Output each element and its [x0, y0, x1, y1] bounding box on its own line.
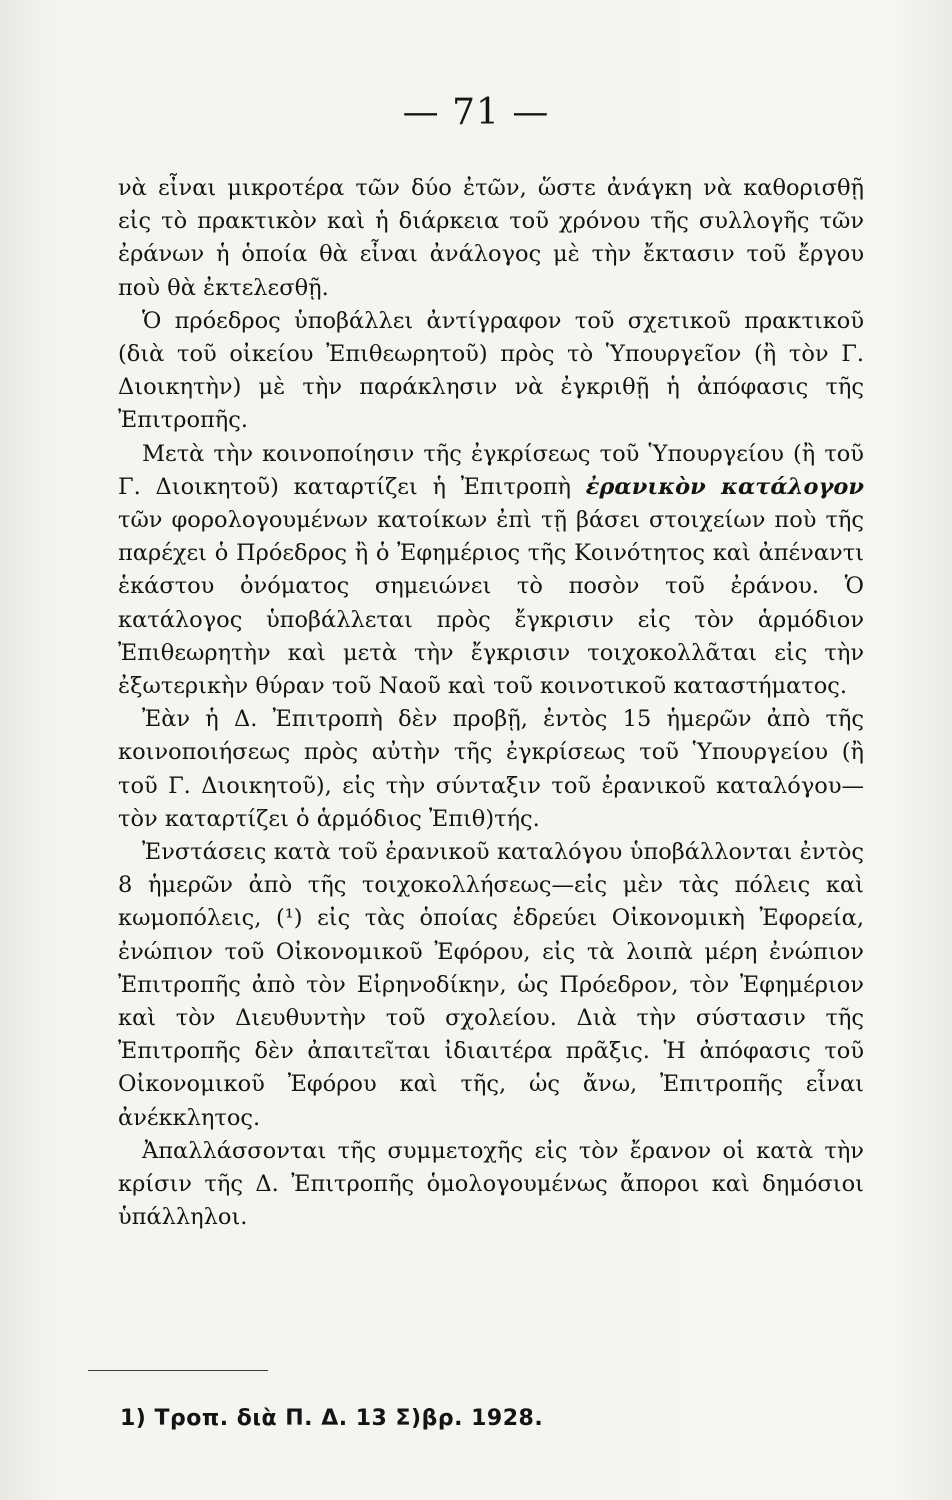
paragraph-3-text-end: τῶν φορολογουμένων κατοίκων ἐπὶ τῇ βάσει στοιχείων ποὺ τῆς παρέχει ὁ Πρόεδρος ἢ ὁ Ἐφημέριος τῆς Κοινότητος καὶ ἀπέναντι ἑκάστου ὀνόματος σημειώνει τὸ ποσὸν τοῦ ἐράνου. Ὁ κατάλογος ὑποβάλλεται πρὸς ἔγκρισιν εἰς τὸν ἁρμόδιον Ἐπιθεωρητὴν καὶ μετὰ τὴν ἔγκρισιν τοιχοκολλᾶται εἰς τὴν ἐξωτερικὴν θύραν τοῦ Ναοῦ καὶ τοῦ κοινοτικοῦ καταστήματος. — [118, 507, 864, 700]
footnote-divider — [88, 1370, 268, 1371]
paragraph-3-text-start: Μετὰ τὴν κοινοποίησιν τῆς ἐγκρίσεως τοῦ Ὑπουργείου (ἢ τοῦ Γ. Διοικητοῦ) καταρτίζει ἡ Ἐπιτροπὴ — [118, 440, 864, 500]
paragraph-5-text-end: εἰς τὰς ὁποίας ἑδρεύει Οἰκονομικὴ Ἐφορεία, ἐνώπιον τοῦ Οἰκονομικοῦ Ἐφόρου, εἰς τὰ λοιπὰ μέρη ἐνώπιον Ἐπιτροπῆς ἀπὸ τὸν Εἰρηνοδίκην, ὡς Πρόεδρον, τὸν Ἐφημέριον καὶ τὸν Διευθυντὴν τοῦ σχολείου. Διὰ τὴν σύστασιν τῆς Ἐπιτροπῆς δὲν ἀπαιτεῖται ἰδιαιτέρα πρᾶξις. Ἡ ἀπόφασις τοῦ Οἰκονομικοῦ Ἐφόρου καὶ τῆς, ὡς ἄνω, Ἐπιτροπῆς εἶναι ἀνέκκλητος. — [118, 905, 864, 1131]
paragraph-1: νὰ εἶναι μικροτέρα τῶν δύο ἐτῶν, ὥστε ἀνάγκη νὰ καθορισθῇ εἰς τὸ πρακτικὸν καὶ ἡ διάρκεια τοῦ χρόνου τῆς συλλογῆς τῶν ἐράνων ἡ ὁποία θὰ εἶναι ἀνάλογος μὲ τὴν ἔκτασιν τοῦ ἔργου ποὺ θὰ ἐκτελεσθῇ. — [118, 175, 864, 301]
footnote-reference: (¹) — [275, 905, 303, 932]
paragraph-5 — [118, 836, 864, 1135]
body-text — [118, 172, 864, 1235]
paragraph-2: Ὁ πρόεδρος ὑποβάλλει ἀντίγραφον τοῦ σχετικοῦ πρακτικοῦ (διὰ τοῦ οἰκείου Ἐπιθεωρητοῦ) πρὸς τὸ Ὑπουργεῖον (ἢ τὸν Γ. Διοικητὴν) μὲ τὴν παράκλησιν νὰ ἐγκριθῇ ἡ ἀπόφασις τῆς Ἐπιτροπῆς. — [118, 307, 864, 434]
page-number: — 71 — — [402, 92, 550, 133]
paragraph-4: Ἐὰν ἡ Δ. Ἐπιτροπὴ δὲν προβῇ, ἐντὸς 15 ἡμερῶν ἀπὸ τῆς κοινοποιήσεως πρὸς αὐτὴν τῆς ἐγκρίσεως τοῦ Ὑπουργείου (ἢ τοῦ Γ. Διοικητοῦ), εἰς τὴν σύνταξιν τοῦ ἐρανικοῦ καταλόγου—τὸν καταρτίζει ὁ ἁρμόδιος Ἐπιθ)τής. — [118, 706, 864, 832]
paragraph-3-emphasis: ἐρανικὸν κατάλογον — [585, 473, 864, 500]
paragraph-6: Ἀπαλλάσσονται τῆς συμμετοχῆς εἰς τὸν ἔρανον οἱ κατὰ τὴν κρίσιν τῆς Δ. Ἐπιτροπῆς ὁμολογουμένως ἄποροι καὶ δημόσιοι ὑπάλληλοι. — [118, 1137, 864, 1231]
paragraph-5-text-start: Ἐνστάσεις κατὰ τοῦ ἐρανικοῦ καταλόγου ὑποβάλλονται ἐντὸς 8 ἡμερῶν ἀπὸ τῆς τοιχοκολλήσεως—εἰς μὲν τὰς πόλεις καὶ κωμοπόλεις, — [118, 839, 864, 932]
paragraph-3 — [118, 438, 864, 704]
footnote: 1) Τροπ. διὰ Π. Δ. 13 Σ)βρ. 1928. — [120, 1406, 544, 1431]
